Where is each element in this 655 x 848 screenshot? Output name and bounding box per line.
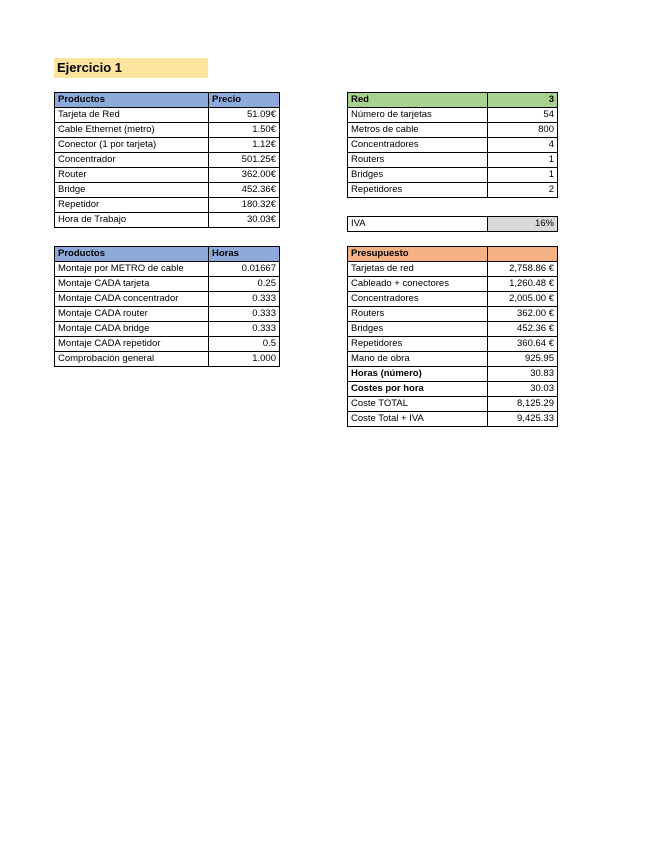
cell[interactable]: 2,005.00 € [488, 292, 558, 307]
table-row [348, 352, 558, 367]
cell[interactable]: Montaje por METRO de cable [55, 262, 209, 277]
cell[interactable]: 9,425.33 [488, 412, 558, 427]
cell[interactable]: 501.25€ [209, 153, 280, 168]
cell[interactable]: 362.00 € [488, 307, 558, 322]
cell[interactable]: Bridges [348, 322, 488, 337]
header-cell[interactable]: 3 [488, 93, 558, 108]
header-cell[interactable]: Productos [55, 247, 209, 262]
cell[interactable]: Bridge [55, 183, 209, 198]
table-row [55, 138, 280, 153]
cell[interactable]: 452.36€ [209, 183, 280, 198]
iva-label[interactable]: IVA [348, 217, 488, 232]
cell[interactable]: 0.333 [209, 292, 280, 307]
cell[interactable]: Montaje CADA bridge [55, 322, 209, 337]
cell[interactable]: Hora de Trabajo [55, 213, 209, 228]
cell[interactable]: Repetidor [55, 198, 209, 213]
cell[interactable]: 0.5 [209, 337, 280, 352]
header-cell[interactable]: Red [348, 93, 488, 108]
cell[interactable]: 0.333 [209, 322, 280, 337]
cell[interactable]: 1.50€ [209, 123, 280, 138]
table-row [55, 108, 280, 123]
sheet-title: Ejercicio 1 [54, 58, 208, 78]
table-row [348, 183, 558, 198]
cell[interactable]: Concentrador [55, 153, 209, 168]
cell[interactable]: Cableado + conectores [348, 277, 488, 292]
cell[interactable]: Routers [348, 153, 488, 168]
table-row [348, 168, 558, 183]
cell[interactable]: Concentradores [348, 292, 488, 307]
precios-table [54, 92, 280, 228]
cell[interactable]: 30.03 [488, 382, 558, 397]
table-row [55, 337, 280, 352]
cell[interactable]: 0.01667 [209, 262, 280, 277]
table-row [348, 322, 558, 337]
cell[interactable]: Coste TOTAL [348, 397, 488, 412]
table-row [55, 168, 280, 183]
cell[interactable]: 1.12€ [209, 138, 280, 153]
table-header [348, 93, 558, 108]
cell[interactable]: 1 [488, 168, 558, 183]
table-row [348, 412, 558, 427]
cell[interactable]: 452.36 € [488, 322, 558, 337]
table-row [55, 277, 280, 292]
table-row [55, 198, 280, 213]
cell[interactable]: Montaje CADA router [55, 307, 209, 322]
table-row [348, 108, 558, 123]
cell[interactable]: Costes por hora [348, 382, 488, 397]
red-table [347, 92, 558, 198]
header-cell[interactable] [488, 247, 558, 262]
iva-table [347, 216, 558, 232]
header-cell[interactable]: Horas [209, 247, 280, 262]
table-row [348, 123, 558, 138]
table-row [348, 153, 558, 168]
cell[interactable]: 54 [488, 108, 558, 123]
cell[interactable]: Número de tarjetas [348, 108, 488, 123]
cell[interactable]: 360.64 € [488, 337, 558, 352]
table-row [55, 153, 280, 168]
table-row [348, 217, 558, 232]
presupuesto-table [347, 246, 558, 427]
table-row [55, 352, 280, 367]
cell[interactable]: 180.32€ [209, 198, 280, 213]
cell[interactable]: Conector (1 por tarjeta) [55, 138, 209, 153]
cell[interactable]: Horas (número) [348, 367, 488, 382]
table-row [348, 277, 558, 292]
cell[interactable]: 30.03€ [209, 213, 280, 228]
horas-table [54, 246, 280, 367]
header-cell[interactable]: Precio [209, 93, 280, 108]
cell[interactable]: 1 [488, 153, 558, 168]
table-header [55, 93, 280, 108]
cell[interactable]: 925.95 [488, 352, 558, 367]
cell[interactable]: Montaje CADA concentrador [55, 292, 209, 307]
cell[interactable]: 2 [488, 183, 558, 198]
table-header [348, 247, 558, 262]
table-row [55, 322, 280, 337]
table-row [348, 138, 558, 153]
cell[interactable]: 1.000 [209, 352, 280, 367]
cell[interactable]: 51.09€ [209, 108, 280, 123]
cell[interactable]: Repetidores [348, 337, 488, 352]
cell[interactable]: Metros de cable [348, 123, 488, 138]
cell[interactable]: 30.83 [488, 367, 558, 382]
cell[interactable]: Cable Ethernet (metro) [55, 123, 209, 138]
table-row [348, 337, 558, 352]
cell[interactable]: 0.25 [209, 277, 280, 292]
cell[interactable]: Bridges [348, 168, 488, 183]
table-row [348, 397, 558, 412]
table-row [348, 292, 558, 307]
cell[interactable]: Montaje CADA repetidor [55, 337, 209, 352]
cell[interactable]: Routers [348, 307, 488, 322]
table-row [55, 262, 280, 277]
cell[interactable]: 8,125.29 [488, 397, 558, 412]
cell[interactable]: 800 [488, 123, 558, 138]
cell[interactable]: Repetidores [348, 183, 488, 198]
cell[interactable]: 0.333 [209, 307, 280, 322]
cell[interactable]: 4 [488, 138, 558, 153]
table-row [348, 307, 558, 322]
cell[interactable]: Concentradores [348, 138, 488, 153]
header-cell[interactable]: Productos [55, 93, 209, 108]
iva-value[interactable]: 16% [488, 217, 558, 232]
header-cell[interactable]: Presupuesto [348, 247, 488, 262]
cell[interactable]: 1,260.48 € [488, 277, 558, 292]
table-row [55, 123, 280, 138]
cell[interactable]: 2,758.86 € [488, 262, 558, 277]
cell[interactable]: Comprobación general [55, 352, 209, 367]
cell[interactable]: 362.00€ [209, 168, 280, 183]
cell[interactable]: Router [55, 168, 209, 183]
table-row [55, 292, 280, 307]
table-header [55, 247, 280, 262]
table-row [55, 213, 280, 228]
table-row [55, 183, 280, 198]
cell[interactable]: Mano de obra [348, 352, 488, 367]
cell[interactable]: Coste Total + IVA [348, 412, 488, 427]
table-row [348, 262, 558, 277]
cell[interactable]: Montaje CADA tarjeta [55, 277, 209, 292]
table-row [55, 307, 280, 322]
table-row [348, 382, 558, 397]
cell[interactable]: Tarjetas de red [348, 262, 488, 277]
cell[interactable]: Tarjeta de Red [55, 108, 209, 123]
table-row [348, 367, 558, 382]
